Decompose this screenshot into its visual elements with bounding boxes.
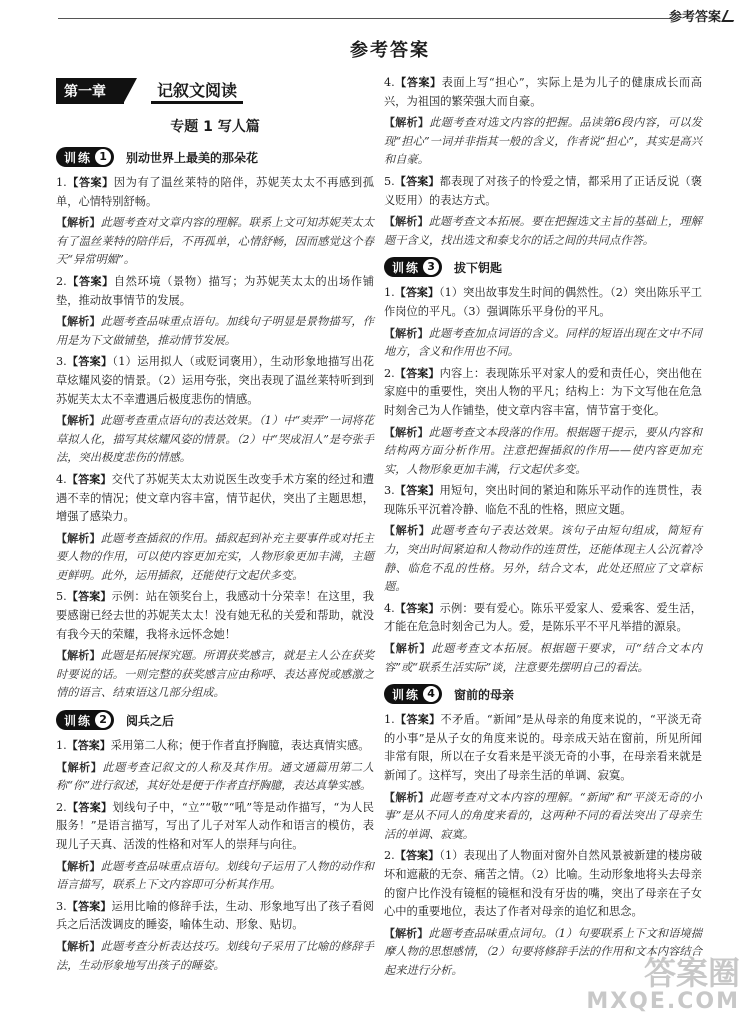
analysis-paragraph: 【解析】此题考查文本拓展。根据题干要求，可“结合文本内容”或“联系生活实际”谈，注意要先摆明自己的看法。: [384, 642, 702, 674]
answer-tag: 【答案】: [394, 601, 440, 615]
answer-paragraph: 4.【答案】表面上写“担心”，实际上是为儿子的健康成长而高兴，为祖国的繁荣强大而自豪。: [384, 76, 702, 108]
answer-tag: 【答案】: [66, 739, 111, 753]
answer-tag: 【解析】: [384, 642, 432, 656]
analysis-paragraph: 【解析】此题考查文本拓展。要在把握选文主旨的基础上，理解题干含义，找出选文和泰戈尔的话之间的共同点作答。: [384, 215, 702, 247]
answer-paragraph: 3.【答案】（1）运用拟人（或贬词褒用），生动形象地描写出花草炫耀风姿的情景。（2）运用夸张，突出表现了温丝莱特听到到苏妮芙太太不幸遭遇后极度悲伤的情感。: [56, 355, 374, 406]
drill-badge: [56, 147, 114, 167]
answer-paragraph: 2.【答案】划线句子中，“立”“敬”“吼”等是动作描写，“为人民服务！”是语言描写，写出了儿子对军人动作和语言的模仿，表现儿子天真、活泼的性格和对军人的崇拜与向往。: [56, 800, 374, 851]
drill-title: 窗前的母亲: [454, 687, 515, 702]
drill-label: 训: [392, 687, 405, 702]
answer-paragraph: 5.【答案】都表现了对孩子的怜爱之情，都采用了正话反说（褒义贬用）的表达方式。: [384, 174, 702, 207]
drill-number: 3: [423, 259, 439, 275]
drill-heading-3: [384, 256, 702, 278]
analysis-paragraph: 【解析】此题考查文本段落的作用。根据题干提示，要从内容和结构两方面分析作用。注意把握插叙的作用——使内容更加充实，人物形象更加丰满，行文起伏多变。: [384, 425, 702, 476]
answer-paragraph: 2.【答案】（1）表现出了人物面对窗外自然风景被新建的楼房破坏和遮蔽的无奈、痛苦之情。（2）比喻。生动形象地将头去母亲的窗户比作没有镜框的镜框和没有牙齿的嘴，突出了母亲在子女心中的重要地位，表达了作者对母亲的追忆和思念。: [384, 849, 702, 919]
header-tag-text: 参考答案: [668, 10, 721, 25]
watermark-line-1: 答案圈: [643, 954, 740, 992]
answer-tag: 【答案】: [66, 176, 114, 189]
header-rule: [58, 18, 672, 19]
drill-label: 训: [64, 713, 77, 728]
drill-label-2: 练: [406, 687, 419, 702]
drill-title: 阅兵之后: [126, 713, 175, 728]
drill-label-2: 练: [406, 260, 419, 275]
answer-tag: 【解析】: [56, 760, 103, 774]
right-column: [384, 74, 702, 984]
answer-paragraph: 2.【答案】自然环境（景物）描写；为苏妮芙太太的出场作铺垫，推动故事情节的发展。: [56, 274, 374, 307]
drill-title: 拔下钥匙: [454, 260, 503, 275]
answer-tag: 【解析】: [56, 315, 101, 329]
analysis-paragraph: 【解析】此题考查品味重点语句。加线句子明显是景物描写，作用是为下文做铺垫，推动情节发展。: [56, 315, 374, 347]
answer-tag: 【答案】: [394, 76, 442, 89]
answer-paragraph: 3.【答案】用短句，突出时间的紧迫和陈乐平动作的连贯性，表现陈乐平沉着冷静、临危不乱的性格，照应文题。: [384, 484, 702, 516]
answer-tag: 【解析】: [56, 859, 101, 873]
answer-tag: 【解析】: [384, 524, 431, 538]
analysis-paragraph: 【解析】此题考查记叙文的人称及其作用。通文通篇用第二人称“你”进行叙述，其好处是便于作者直抒胸臆，表达真挚实感。: [56, 760, 374, 793]
answer-tag: 【答案】: [394, 174, 440, 188]
answer-paragraph: 2.【答案】内容上：表现陈乐平对家人的爱和责任心，突出他在家庭中的重要性，突出人物的平凡；结构上：为下文写他在危急时刻舍己为人作铺垫，使文章内容丰富，情节富于变化。: [384, 366, 702, 417]
answer-tag: 【答案】: [66, 355, 113, 369]
drill-badge: [56, 710, 114, 730]
answer-paragraph: 5.【答案】示例：站在领奖台上，我感动十分荣幸！在这里，我要感谢已经去世的苏妮芙太太！没有她无私的关爱和帮助，就没有我今天的荣耀，我将永远怀念她！: [56, 590, 374, 641]
analysis-paragraph: 【解析】此题考查对文本内容的理解。“新闻”和“平淡无奇的小事”是从不同人的角度来看的，这两种不同的看法突出了母亲生活的单调、寂寞。: [384, 790, 702, 841]
drill-title: 别动世界上最美的那朵花: [126, 150, 259, 165]
answer-tag: 【解析】: [384, 425, 429, 439]
analysis-paragraph: 【解析】此题考查品味重点词句。（1）句要联系上下文和语境揣摩人物的思想感情，（2）句要将修辞手法的作用和文本内容结合起来进行分析。: [384, 926, 702, 977]
header-tag: [669, 6, 736, 25]
drill-label-2: 练: [78, 150, 91, 165]
analysis-paragraph: 【解析】此题考查重点语句的表达效果。（1）中“卖弄”一词将花草拟人化，描写其炫耀风姿的情景。（2）中“哭成泪人”是夸张手法，突出极度悲伤的情感。: [56, 414, 374, 465]
watermark: [586, 956, 740, 1014]
answer-tag: 【解析】: [56, 216, 101, 230]
answer-tag: 【答案】: [66, 590, 112, 604]
watermark-line-2: MXQE.COM: [586, 989, 740, 1014]
answer-tag: 【解析】: [384, 116, 430, 130]
answer-tag: 【答案】: [66, 274, 114, 288]
analysis-paragraph: 【解析】此题考查句子表达效果。该句子由短句组成，简短有力，突出时间紧迫和人物动作的连贯性，还能体现主人公沉着冷静、临危不乱的性格。另外，结合文本，此处还照应了文章标题。: [384, 524, 702, 594]
answer-paragraph: 1.【答案】（1）突出故事发生时间的偶然性。（2）突出陈乐平工作岗位的平凡。（3）强调陈乐平身份的平凡。: [384, 286, 702, 318]
page-title: 参考答案: [350, 40, 430, 61]
drill-number: 1: [95, 149, 111, 165]
analysis-paragraph: 【解析】此题考查对文章内容的理解。联系上文可知苏妮芙太太有了温丝莱特的陪伴后，不再孤单，心情舒畅，因而感觉这个春天“异常明媚”。: [56, 216, 374, 267]
drill-number: 4: [423, 686, 439, 702]
topic-title: 专题 1 写人篇: [170, 119, 260, 135]
analysis-paragraph: 【解析】此题考查加点词语的含义。同样的短语出现在文中不同地方，含义和作用也不同。: [384, 326, 702, 359]
chapter-heading: [56, 78, 374, 104]
drill-heading-2: [56, 709, 374, 731]
answer-paragraph: 1.【答案】因为有了温丝莱特的陪伴，苏妮芙太太不再感到孤单，心情特别舒畅。: [56, 176, 374, 208]
answer-tag: 【解析】: [384, 326, 429, 340]
drill-label-2: 练: [78, 713, 91, 728]
chapter-number: 第一章: [56, 78, 124, 104]
answer-tag: 【答案】: [394, 849, 440, 863]
answer-paragraph: 1.【答案】采用第二人称；便于作者直抒胸臆，表达真情实感。: [56, 739, 370, 753]
answer-paragraph: 3.【答案】运用比喻的修辞手法，生动、形象地写出了孩子看阅兵之后活泼调皮的睡姿，喻体生动、形象、贴切。: [56, 899, 374, 932]
answer-tag: 【解析】: [384, 215, 429, 229]
answer-tag: 【解析】: [56, 649, 101, 663]
answer-tag: 【答案】: [394, 713, 441, 727]
answer-tag: 【解析】: [384, 790, 430, 804]
answer-tag: 【答案】: [394, 484, 440, 498]
analysis-paragraph: 【解析】此题考查插叙的作用。插叙起到补充主要事件或对托主要人物的作用，可以使内容更加充实，人物形象更加丰满，主题更鲜明。此外，运用插叙，还能使行文起伏多变。: [56, 531, 374, 582]
answer-tag: 【答案】: [66, 899, 112, 913]
answer-tag: 【答案】: [66, 800, 113, 814]
drill-heading-4: [384, 683, 702, 705]
answer-tag: 【答案】: [394, 286, 439, 300]
page-header: [0, 0, 750, 34]
drill-label: 训: [392, 260, 405, 275]
answer-paragraph: 4.【答案】交代了苏妮芙太太劝说医生改变手术方案的经过和遭遇不幸的情况；使文章内容丰富，情节起伏，突出了主题思想，增强了感染力。: [56, 472, 374, 524]
analysis-paragraph: 【解析】此题考查对选文内容的把握。品读第6段内容，可以发现“担心”一词并非指其一般的含义，作者说“担心”，其实是高兴和自豪。: [384, 116, 702, 167]
drill-heading-1: [56, 146, 374, 168]
drill-label: 训: [64, 150, 77, 165]
answer-tag: 【解析】: [384, 926, 429, 940]
analysis-paragraph: 【解析】此题是拓展探究题。所谓获奖感言，就是主人公在获奖时要说的话。一则完整的获奖感言应由称呼、表达喜悦或感激之情的语言、结束语这几部分组成。: [56, 649, 374, 700]
answer-paragraph: 1.【答案】不矛盾。“新闻”是从母亲的角度来说的，“平淡无奇的小事”是从子女的角度来说的。母亲成天站在窗前，所见所闻非常有限，所以在子女看来是平淡无奇的小事，在母亲看来就是新闻了。这样写，突出了母亲生活的单调、寂寞。: [384, 713, 702, 782]
answer-paragraph: 4.【答案】示例：要有爱心。陈乐平爱家人、爱乘客、爱生活，才能在危急时刻舍己为人。爱，是陈乐平不平凡举措的源泉。: [384, 601, 702, 634]
drill-badge: [384, 257, 442, 277]
answer-tag: 【解析】: [56, 531, 101, 545]
analysis-paragraph: 【解析】此题考查分析表达技巧。划线句子采用了比喻的修辞手法，生动形象地写出孩子的睡姿。: [56, 939, 374, 972]
corner-mark-icon: [721, 10, 739, 22]
drill-number: 2: [95, 712, 111, 728]
analysis-paragraph: 【解析】此题考查品味重点语句。划线句子运用了人物的动作和语言描写，联系上下文内容即可分析其作用。: [56, 859, 374, 892]
left-column: [56, 74, 374, 978]
chapter-name: 记叙文阅读: [151, 78, 243, 104]
answer-tag: 【解析】: [56, 414, 101, 428]
chapter-tab-cut: [123, 78, 137, 104]
answer-tag: 【答案】: [394, 366, 440, 380]
drill-badge: [384, 684, 442, 704]
answer-tag: 【解析】: [56, 939, 101, 953]
answer-tag: 【答案】: [66, 472, 112, 486]
